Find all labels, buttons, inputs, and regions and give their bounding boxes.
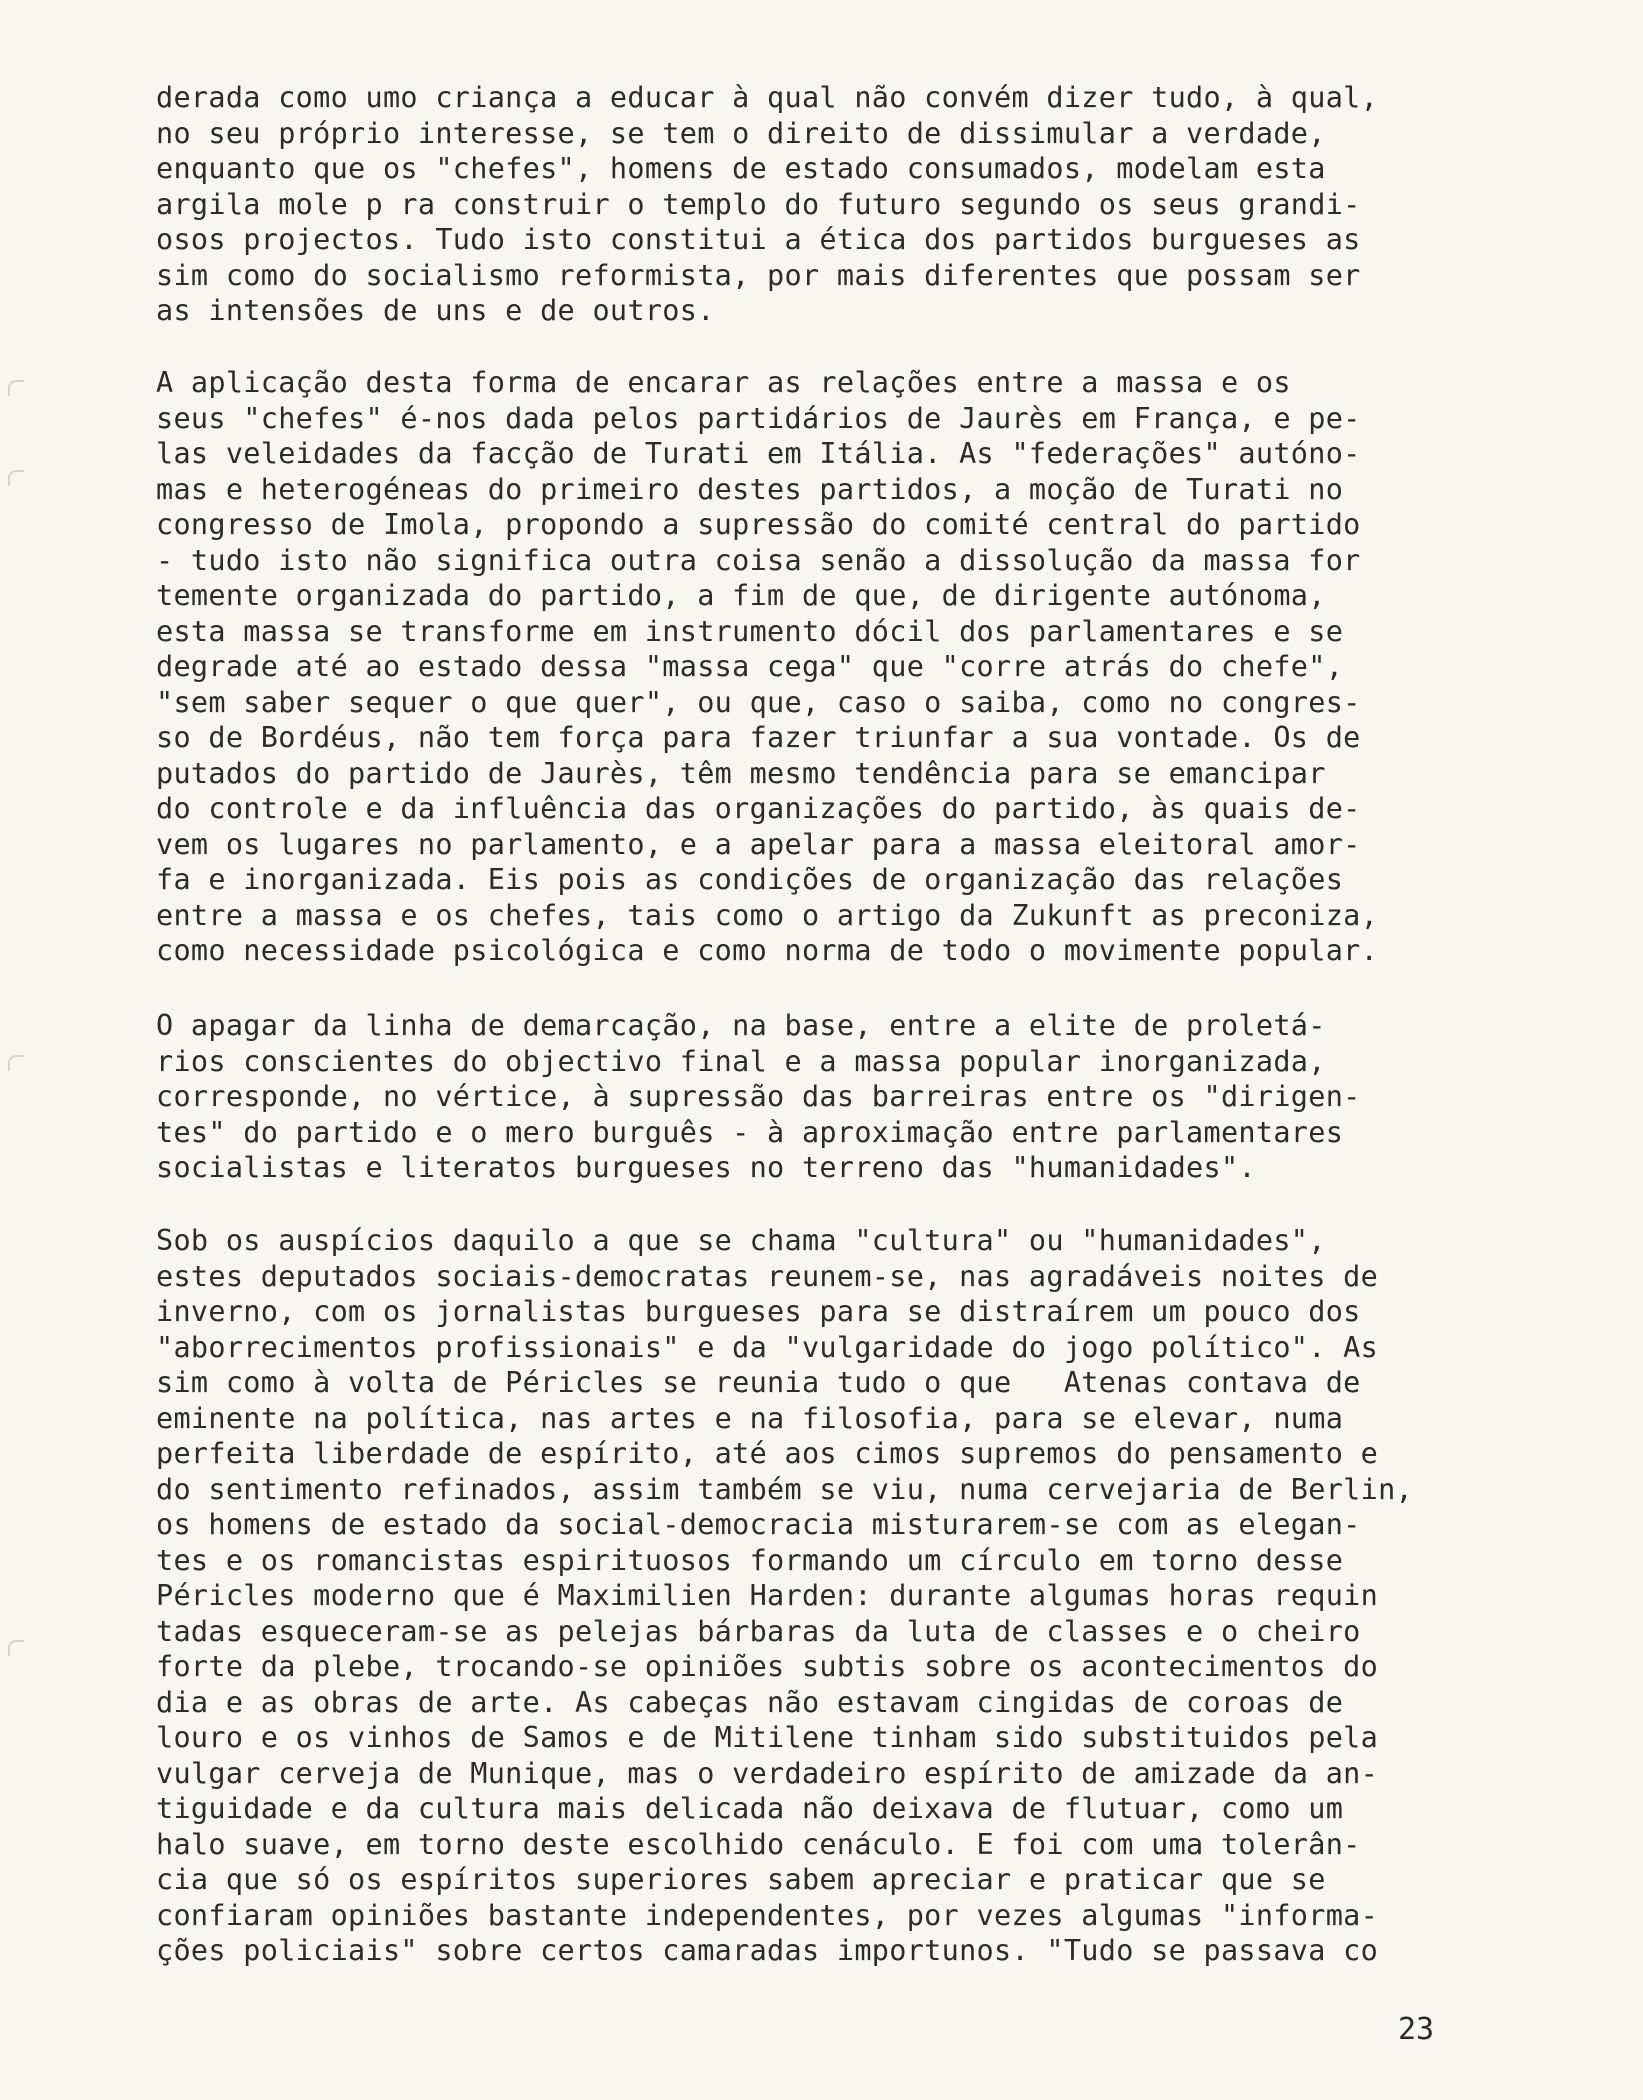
binding-mark (8, 1640, 24, 1656)
text-line: eminente na política, nas artes e na filosofia, para se elevar, numa (156, 1401, 1344, 1435)
binding-mark (8, 380, 24, 396)
text-line: como necessidade psicológica e como norma de todo o movimente popular. (156, 934, 1379, 967)
text-line: os homens de estado da social-democracia misturarem-se com as elegan- (156, 1508, 1361, 1541)
text-line: ções policiais" sobre certos camaradas importunos. "Tudo se passava co (156, 1934, 1379, 1967)
text-line: vulgar cerveja de Munique, mas o verdadeiro espírito de amizade da an- (156, 1756, 1379, 1790)
text-line: cia que só os espíritos superiores sabem apreciar e praticar que se (156, 1863, 1326, 1896)
text-line: vem os lugares no parlamento, e a apelar para a massa eleitoral amor- (156, 827, 1361, 861)
text-line: "aborrecimentos profissionais" e da "vulgaridade do jogo político". As (156, 1330, 1379, 1364)
text-line: congresso de Imola, propondo a supressão do comité central do partido (156, 508, 1361, 541)
binding-mark (8, 470, 24, 486)
text-line: estes deputados sociais-democratas reunem-se, nas agradáveis noites de (156, 1259, 1379, 1293)
text-line: inverno, com os jornalistas burgueses para se distraírem um pouco dos (156, 1295, 1361, 1328)
text-line: do sentimento refinados, assim também se viu, numa cervejaria de Berlin, (156, 1472, 1414, 1506)
text-line: osos projectos. Tudo isto constitui a ética dos partidos burgueses as (156, 223, 1361, 256)
text-line: sim como à volta de Péricles se reunia tudo o que Atenas contava de (156, 1366, 1361, 1399)
text-line: no seu próprio interesse, se tem o direito de dissimular a verdade, (156, 116, 1326, 150)
text-line: socialistas e literatos burgueses no terreno das "humanidades". (156, 1151, 1256, 1184)
text-line: degrade até ao estado dessa "massa cega" que "corre atrás do chefe", (156, 650, 1344, 683)
page-number: 23 (1398, 2012, 1435, 2047)
text-line: entre a massa e os chefes, tais como o artigo da Zukunft as preconiza, (156, 898, 1379, 932)
text-line: tadas esqueceram-se as pelejas bárbaras da luta de classes e o cheiro (156, 1614, 1361, 1648)
text-line: A aplicação desta forma de encarar as relações entre a massa e os (156, 366, 1291, 399)
text-line: las veleidades da facção de Turati em Itália. As "federações" autóno- (156, 437, 1361, 470)
text-line: do controle e da influência das organizações do partido, às quais de- (156, 792, 1361, 825)
text-line: tiguidade e da cultura mais delicada não deixava de flutuar, como um (156, 1792, 1344, 1825)
text-line: seus "chefes" é-nos dada pelos partidários de Jaurès em França, e pe- (156, 401, 1361, 435)
text-line: O apagar da linha de demarcação, na base, entre a elite de proletá- (156, 1009, 1326, 1042)
paragraph-3 (156, 1008, 1544, 1186)
paragraph-2 (156, 365, 1544, 969)
text-line: - tudo isto não significa outra coisa senão a dissolução da massa for (156, 543, 1361, 577)
text-line: derada como umo criança a educar à qual não convém dizer tudo, à qual, (156, 81, 1379, 114)
text-line: Péricles moderno que é Maximilien Harden: durante algumas horas requin (156, 1579, 1379, 1612)
text-line: so de Bordéus, não tem força para fazer triunfar a sua vontade. Os de (156, 721, 1361, 754)
text-line: "sem saber sequer o que quer", ou que, caso o saiba, como no congres- (156, 685, 1361, 719)
text-line: confiaram opiniões bastante independentes, por vezes algumas "informa- (156, 1898, 1379, 1932)
text-line: halo suave, em torno deste escolhido cenáculo. E foi com uma tolerân- (156, 1827, 1361, 1861)
paragraph-4 (156, 1223, 1544, 1969)
text-line: mas e heterogéneas do primeiro destes partidos, a moção de Turati no (156, 472, 1344, 506)
text-line: tes e os romancistas espirituosos formando um círculo em torno desse (156, 1543, 1344, 1577)
text-line: putados do partido de Jaurès, têm mesmo tendência para se emancipar (156, 756, 1326, 790)
text-line: perfeita liberdade de espírito, até aos cimos supremos do pensamento e (156, 1437, 1379, 1470)
text-line: corresponde, no vértice, à supressão das barreiras entre os "dirigen- (156, 1080, 1361, 1113)
text-line: argila mole p ra construir o templo do futuro segundo os seus grandi- (156, 187, 1361, 221)
binding-mark (8, 1055, 24, 1071)
text-line: tes" do partido e o mero burguês - à aproximação entre parlamentares (156, 1115, 1344, 1149)
text-line: enquanto que os "chefes", homens de estado consumados, modelam esta (156, 152, 1326, 185)
text-line: rios conscientes do objectivo final e a massa popular inorganizada, (156, 1044, 1326, 1078)
text-line: louro e os vinhos de Samos e de Mitilene tinham sido substituidos pela (156, 1721, 1379, 1754)
text-line: temente organizada do partido, a fim de que, de dirigente autónoma, (156, 579, 1326, 612)
text-line: esta massa se transforme em instrumento dócil dos parlamentares e se (156, 614, 1344, 648)
text-line: dia e as obras de arte. As cabeças não estavam cingidas de coroas de (156, 1685, 1344, 1719)
text-line: as intensões de uns e de outros. (156, 294, 715, 327)
text-line: Sob os auspícios daquilo a que se chama "cultura" ou "humanidades", (156, 1224, 1326, 1257)
text-line: forte da plebe, trocando-se opiniões subtis sobre os acontecimentos do (156, 1650, 1379, 1683)
text-line: fa e inorganizada. Eis pois as condições de organização das relações (156, 863, 1344, 896)
text-line: sim como do socialismo reformista, por mais diferentes que possam ser (156, 258, 1361, 292)
paragraph-1 (156, 80, 1544, 329)
